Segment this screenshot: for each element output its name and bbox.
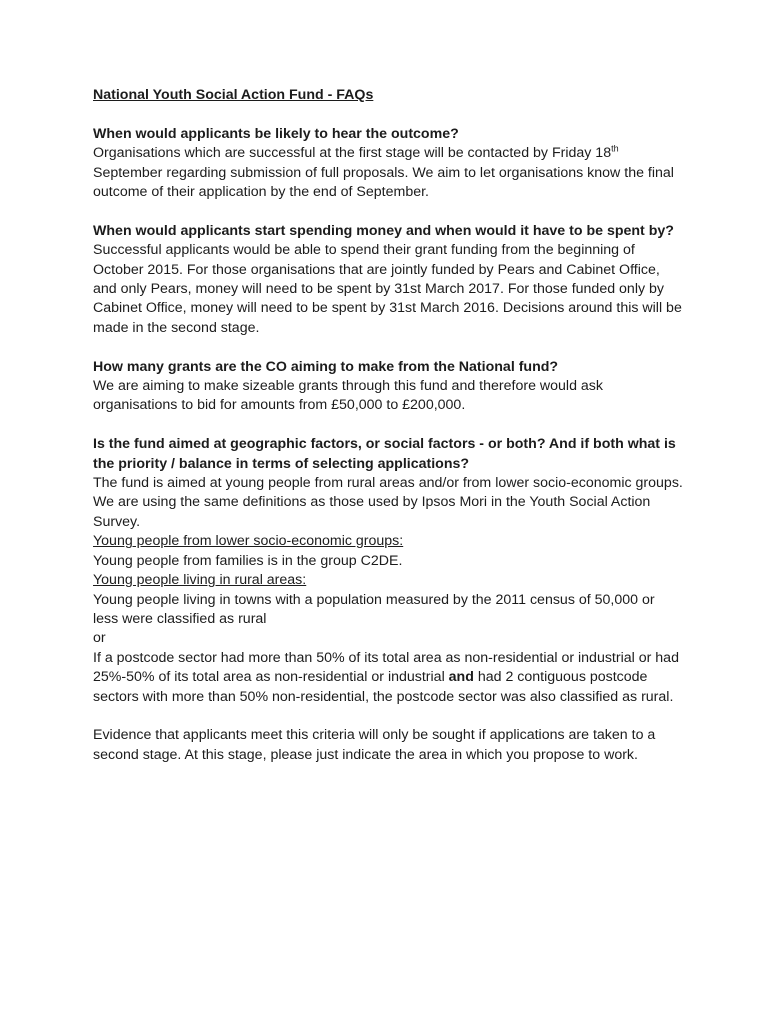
postcode-definition [93, 649, 683, 707]
faq-answer-spending: Successful applicants would be able to spend their grant funding from the beginning of October 2015. For those organisations that are jointly funded by Pears and Cabinet Office, and only Pears, money will need to be spent by 31st March 2017. For those funded only by Cabinet Office, money will need to be spent by 31st March 2016. Decisions around this will be made in the second stage. [93, 242, 682, 336]
or-separator: or [93, 630, 106, 647]
rural-definition: Young people living in towns with a population measured by the 2011 census of 50,000 or less were classified as rural [93, 591, 655, 627]
faq-question-factors: Is the fund aimed at geographic factors, or social factors - or both? And if both what is the priority / balance in terms of selecting applications? [93, 436, 676, 472]
document-title: National Youth Social Action Fund - FAQs [93, 87, 374, 103]
faq-answer-grants: We are aiming to make sizeable grants through this fund and therefore would ask organisations to bid for amounts from £50,000 to £200,000. [93, 378, 603, 414]
postcode-text: If a postcode sector had more than 50% of its total area as non-residential or industrial or had 25%-50% of its total area as non-residential or industrial [93, 649, 679, 686]
postcode-text: had 2 contiguous postcode sectors with more than 50% non-residential, the postcode sector was also classified as rural. [93, 669, 674, 705]
ordinal-suffix: th [611, 143, 619, 154]
postcode-bold-word: and [448, 669, 474, 686]
evidence-paragraph: Evidence that applicants meet this criteria will only be sought if applications are taken to a second stage. At this stage, please just indicate the area in which you propose to work. [93, 727, 656, 763]
answer-text: September regarding submission of full proposals. We aim to let organisations know the final outcome of their application by the end of September. [93, 164, 674, 201]
faq-question-spending: When would applicants start spending money and when would it have to be spent by? [93, 222, 674, 239]
faq-answer-outcome [93, 144, 683, 202]
faq-question-outcome: When would applicants be likely to hear the outcome? [93, 125, 459, 142]
answer-text: Organisations which are successful at the first stage will be contacted by Friday 18 [93, 145, 612, 162]
document-page [93, 86, 683, 765]
faq-answer-factors: The fund is aimed at young people from rural areas and/or from lower socio-economic groups. We are using the same definitions as those used by Ipsos Mori in the Youth Social Action Survey. [93, 475, 683, 530]
spacer [93, 202, 683, 221]
subheading-socio-economic: Young people from lower socio-economic groups: [93, 533, 404, 550]
spacer [93, 105, 683, 124]
subheading-rural: Young people living in rural areas: [93, 572, 307, 589]
socio-economic-definition: Young people from families is in the group C2DE. [93, 552, 403, 569]
spacer [93, 338, 683, 357]
faq-question-grants: How many grants are the CO aiming to make from the National fund? [93, 358, 559, 375]
spacer [93, 416, 683, 435]
spacer [93, 707, 683, 726]
